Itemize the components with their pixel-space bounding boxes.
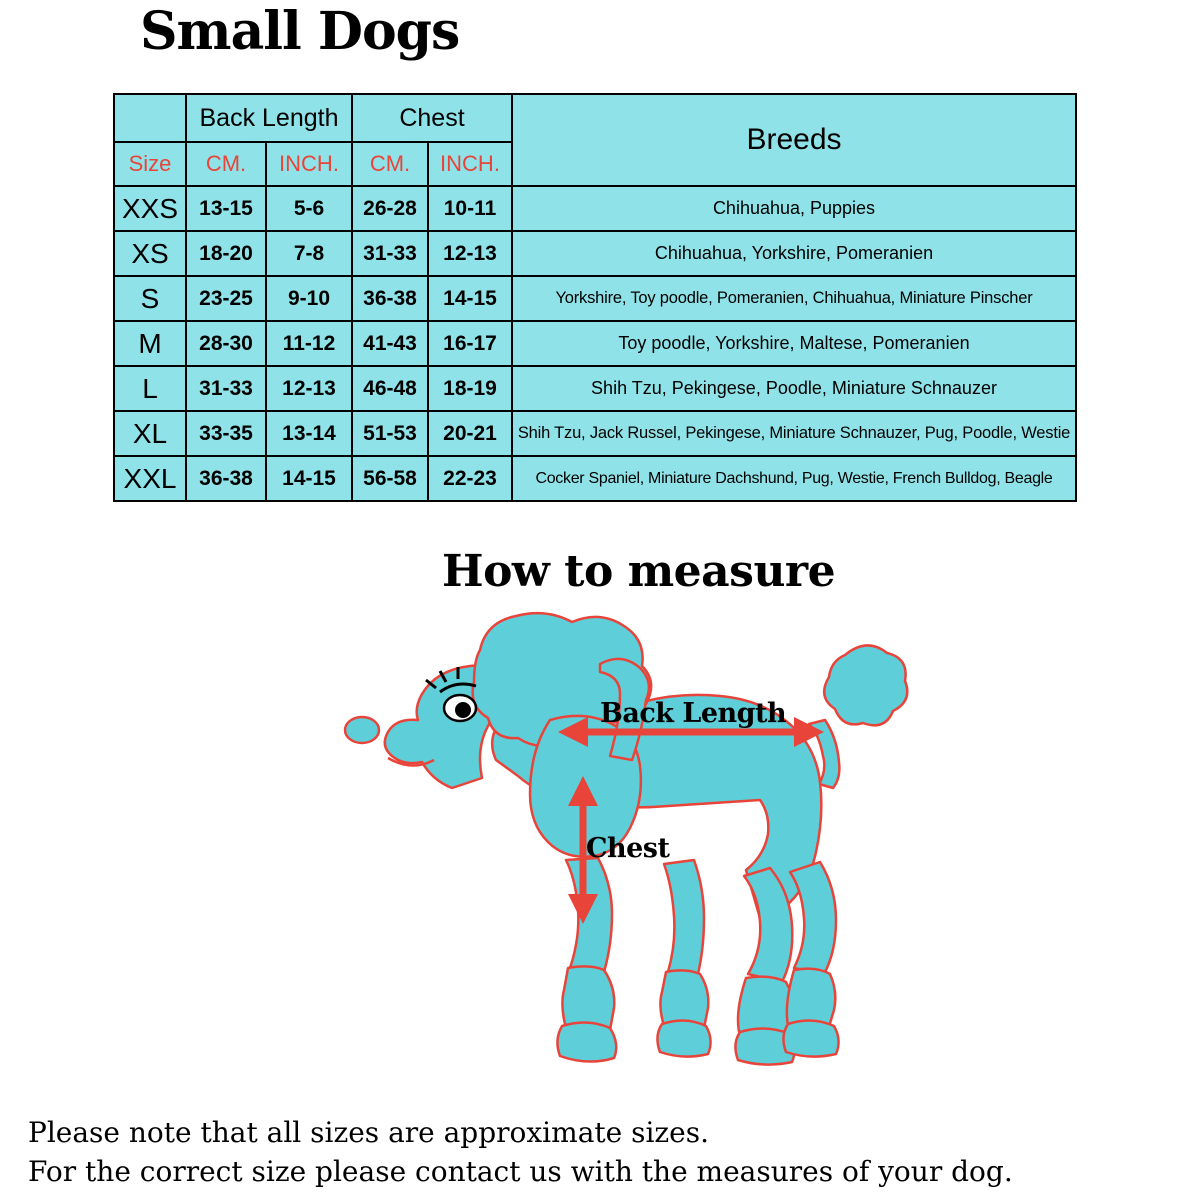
cell-breeds: Shih Tzu, Jack Russel, Pekingese, Miniature Schnauzer, Pug, Poodle, Westie: [512, 411, 1076, 456]
cell-chest-inch: 18-19: [428, 366, 512, 411]
header-spacer: [114, 94, 186, 142]
table-row: [114, 186, 1076, 231]
table-row: [114, 321, 1076, 366]
cell-back-cm: 28-30: [186, 321, 266, 366]
cell-chest-cm: 31-33: [352, 231, 428, 276]
cell-back-inch: 14-15: [266, 456, 352, 501]
header-back-cm: CM.: [186, 142, 266, 186]
cell-back-cm: 31-33: [186, 366, 266, 411]
cell-size: XXS: [114, 186, 186, 231]
header-chest: Chest: [352, 94, 512, 142]
table-header-group-row: [114, 94, 1076, 142]
table-row: [114, 411, 1076, 456]
table-row: [114, 456, 1076, 501]
how-to-measure-title: How to measure: [442, 546, 836, 597]
header-size: Size: [114, 142, 186, 186]
cell-chest-inch: 14-15: [428, 276, 512, 321]
cell-back-inch: 9-10: [266, 276, 352, 321]
note-line-2: For the correct size please contact us with the measures of your dog.: [28, 1155, 1013, 1188]
cell-chest-cm: 26-28: [352, 186, 428, 231]
cell-chest-inch: 20-21: [428, 411, 512, 456]
note-line-1: Please note that all sizes are approximate sizes.: [28, 1116, 710, 1149]
cell-breeds: Chihuahua, Yorkshire, Pomeranien: [512, 231, 1076, 276]
cell-breeds: Shih Tzu, Pekingese, Poodle, Miniature Schnauzer: [512, 366, 1076, 411]
cell-breeds: Cocker Spaniel, Miniature Dachshund, Pug, Westie, French Bulldog, Beagle: [512, 456, 1076, 501]
cell-back-cm: 23-25: [186, 276, 266, 321]
cell-size: XXL: [114, 456, 186, 501]
table-row: [114, 231, 1076, 276]
cell-chest-inch: 16-17: [428, 321, 512, 366]
page-title: Small Dogs: [140, 1, 460, 62]
header-chest-inch: INCH.: [428, 142, 512, 186]
cell-breeds: Chihuahua, Puppies: [512, 186, 1076, 231]
table-row: [114, 366, 1076, 411]
cell-chest-cm: 51-53: [352, 411, 428, 456]
cell-chest-inch: 12-13: [428, 231, 512, 276]
cell-size: XL: [114, 411, 186, 456]
size-chart: [113, 93, 1075, 502]
back-length-label: Back Length: [600, 698, 787, 729]
cell-back-inch: 7-8: [266, 231, 352, 276]
cell-back-inch: 12-13: [266, 366, 352, 411]
cell-chest-cm: 41-43: [352, 321, 428, 366]
chest-label: Chest: [586, 833, 670, 864]
cell-chest-inch: 22-23: [428, 456, 512, 501]
cell-size: S: [114, 276, 186, 321]
header-back-inch: INCH.: [266, 142, 352, 186]
cell-back-inch: 5-6: [266, 186, 352, 231]
header-breeds: Breeds: [512, 94, 1076, 186]
cell-back-inch: 13-14: [266, 411, 352, 456]
cell-chest-cm: 46-48: [352, 366, 428, 411]
header-back-length: Back Length: [186, 94, 352, 142]
cell-back-cm: 36-38: [186, 456, 266, 501]
cell-breeds: Yorkshire, Toy poodle, Pomeranien, Chihuahua, Miniature Pinscher: [512, 276, 1076, 321]
table-row: [114, 276, 1076, 321]
cell-breeds: Toy poodle, Yorkshire, Maltese, Pomeranien: [512, 321, 1076, 366]
cell-chest-inch: 10-11: [428, 186, 512, 231]
cell-size: XS: [114, 231, 186, 276]
cell-back-inch: 11-12: [266, 321, 352, 366]
cell-back-cm: 13-15: [186, 186, 266, 231]
cell-size: M: [114, 321, 186, 366]
header-chest-cm: CM.: [352, 142, 428, 186]
cell-back-cm: 33-35: [186, 411, 266, 456]
size-table: [113, 93, 1077, 502]
cell-chest-cm: 56-58: [352, 456, 428, 501]
cell-size: L: [114, 366, 186, 411]
cell-chest-cm: 36-38: [352, 276, 428, 321]
cell-back-cm: 18-20: [186, 231, 266, 276]
